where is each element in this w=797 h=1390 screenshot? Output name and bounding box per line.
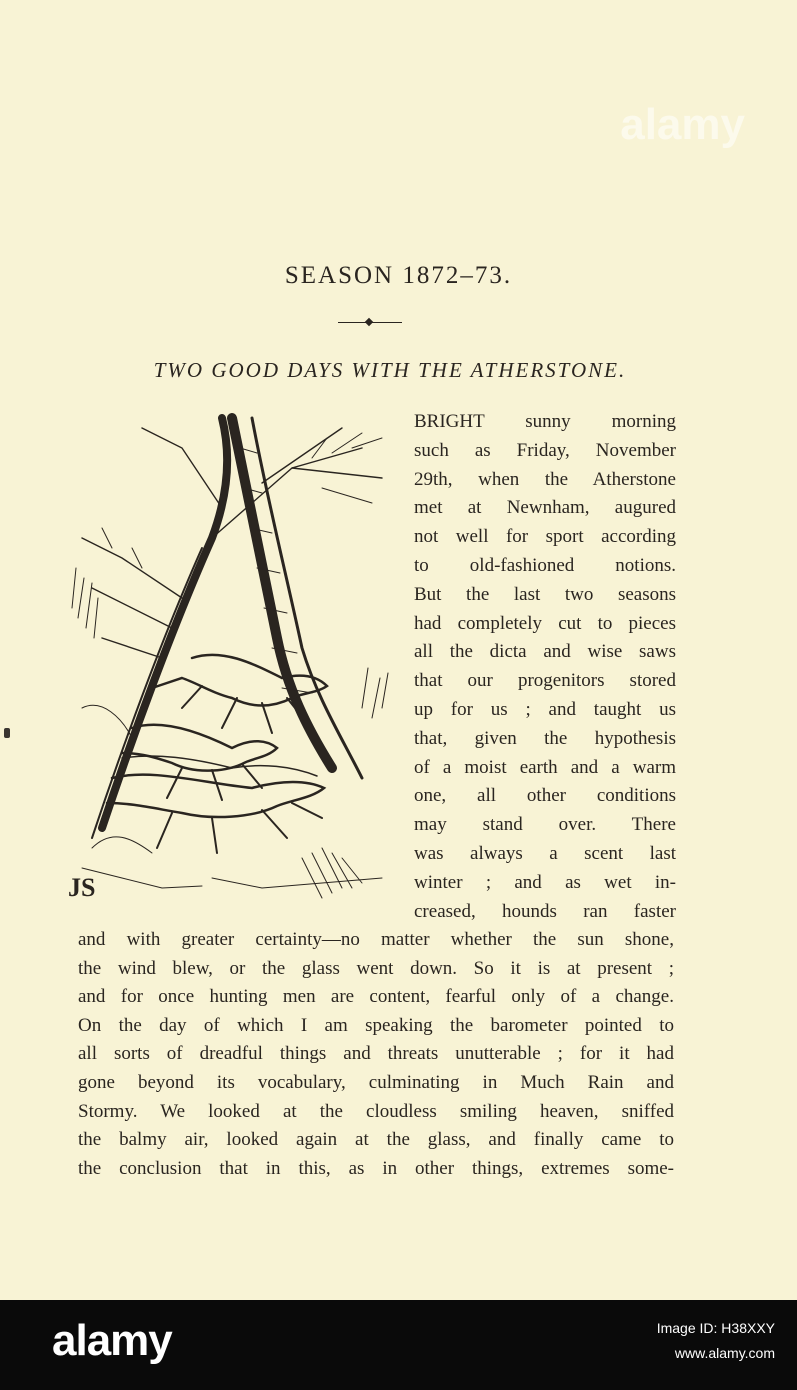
text-line: had completely cut to pieces xyxy=(414,612,676,634)
text-line: that our progenitors stored xyxy=(414,670,676,692)
brand-logo: alamy xyxy=(52,1316,172,1365)
monogram: JS xyxy=(68,873,96,902)
text-line: and for once hunting men are content, fearful only of a change. xyxy=(78,986,674,1008)
text-line: may stand over. There xyxy=(414,814,676,836)
text-line: the wind blew, or the glass went down. So it is at present ; xyxy=(78,957,674,979)
text-line: gone beyond its vocabulary, culminating in Much Rain and xyxy=(78,1071,674,1093)
ink-speck xyxy=(4,728,10,738)
hunting-hounds-engraving xyxy=(62,408,396,908)
text-line: all sorts of dreadful things and threats unutterable ; for it had xyxy=(78,1043,674,1065)
text-line: winter ; and as wet in- xyxy=(414,871,676,893)
full-width-text xyxy=(78,926,674,1183)
season-heading: SEASON 1872–73. xyxy=(284,262,513,289)
site-url: www.alamy.com xyxy=(674,1345,775,1361)
text-line: BRIGHT sunny morning xyxy=(414,411,676,432)
text-line: On the day of which I am speaking the barometer pointed to xyxy=(78,1014,674,1036)
text-line: not well for sport according xyxy=(414,526,676,548)
text-line: up for us ; and taught us xyxy=(414,698,676,720)
narrow-text-column xyxy=(414,408,676,926)
text-line: But the last two seasons xyxy=(414,583,676,605)
ornamental-rule xyxy=(338,318,402,328)
watermark: alamy xyxy=(620,100,745,149)
text-line: met at Newnham, augured xyxy=(414,497,676,519)
text-line: to old-fashioned notions. xyxy=(414,554,676,576)
text-line: and with greater certainty—no matter whether the sun shone, xyxy=(78,929,674,950)
text-line: all the dicta and wise saws xyxy=(414,641,676,663)
text-line: such as Friday, November xyxy=(414,439,676,461)
text-line: 29th, when the Atherstone xyxy=(414,468,676,490)
text-line: Stormy. We looked at the cloudless smiling heaven, sniffed xyxy=(78,1100,674,1122)
chapter-title: TWO GOOD DAYS WITH THE ATHERSTONE. xyxy=(153,358,627,382)
text-line: the conclusion that in this, as in other things, extremes some- xyxy=(78,1157,674,1179)
image-id: Image ID: H38XXY xyxy=(656,1320,775,1336)
text-line: the balmy air, looked again at the glass, and finally came to xyxy=(78,1129,674,1151)
text-line: one, all other conditions xyxy=(414,785,676,807)
text-line: of a moist earth and a warm xyxy=(414,756,676,778)
text-line: creased, hounds ran faster xyxy=(414,900,676,922)
text-line: was always a scent last xyxy=(414,842,676,864)
text-line: that, given the hypothesis xyxy=(414,727,676,749)
